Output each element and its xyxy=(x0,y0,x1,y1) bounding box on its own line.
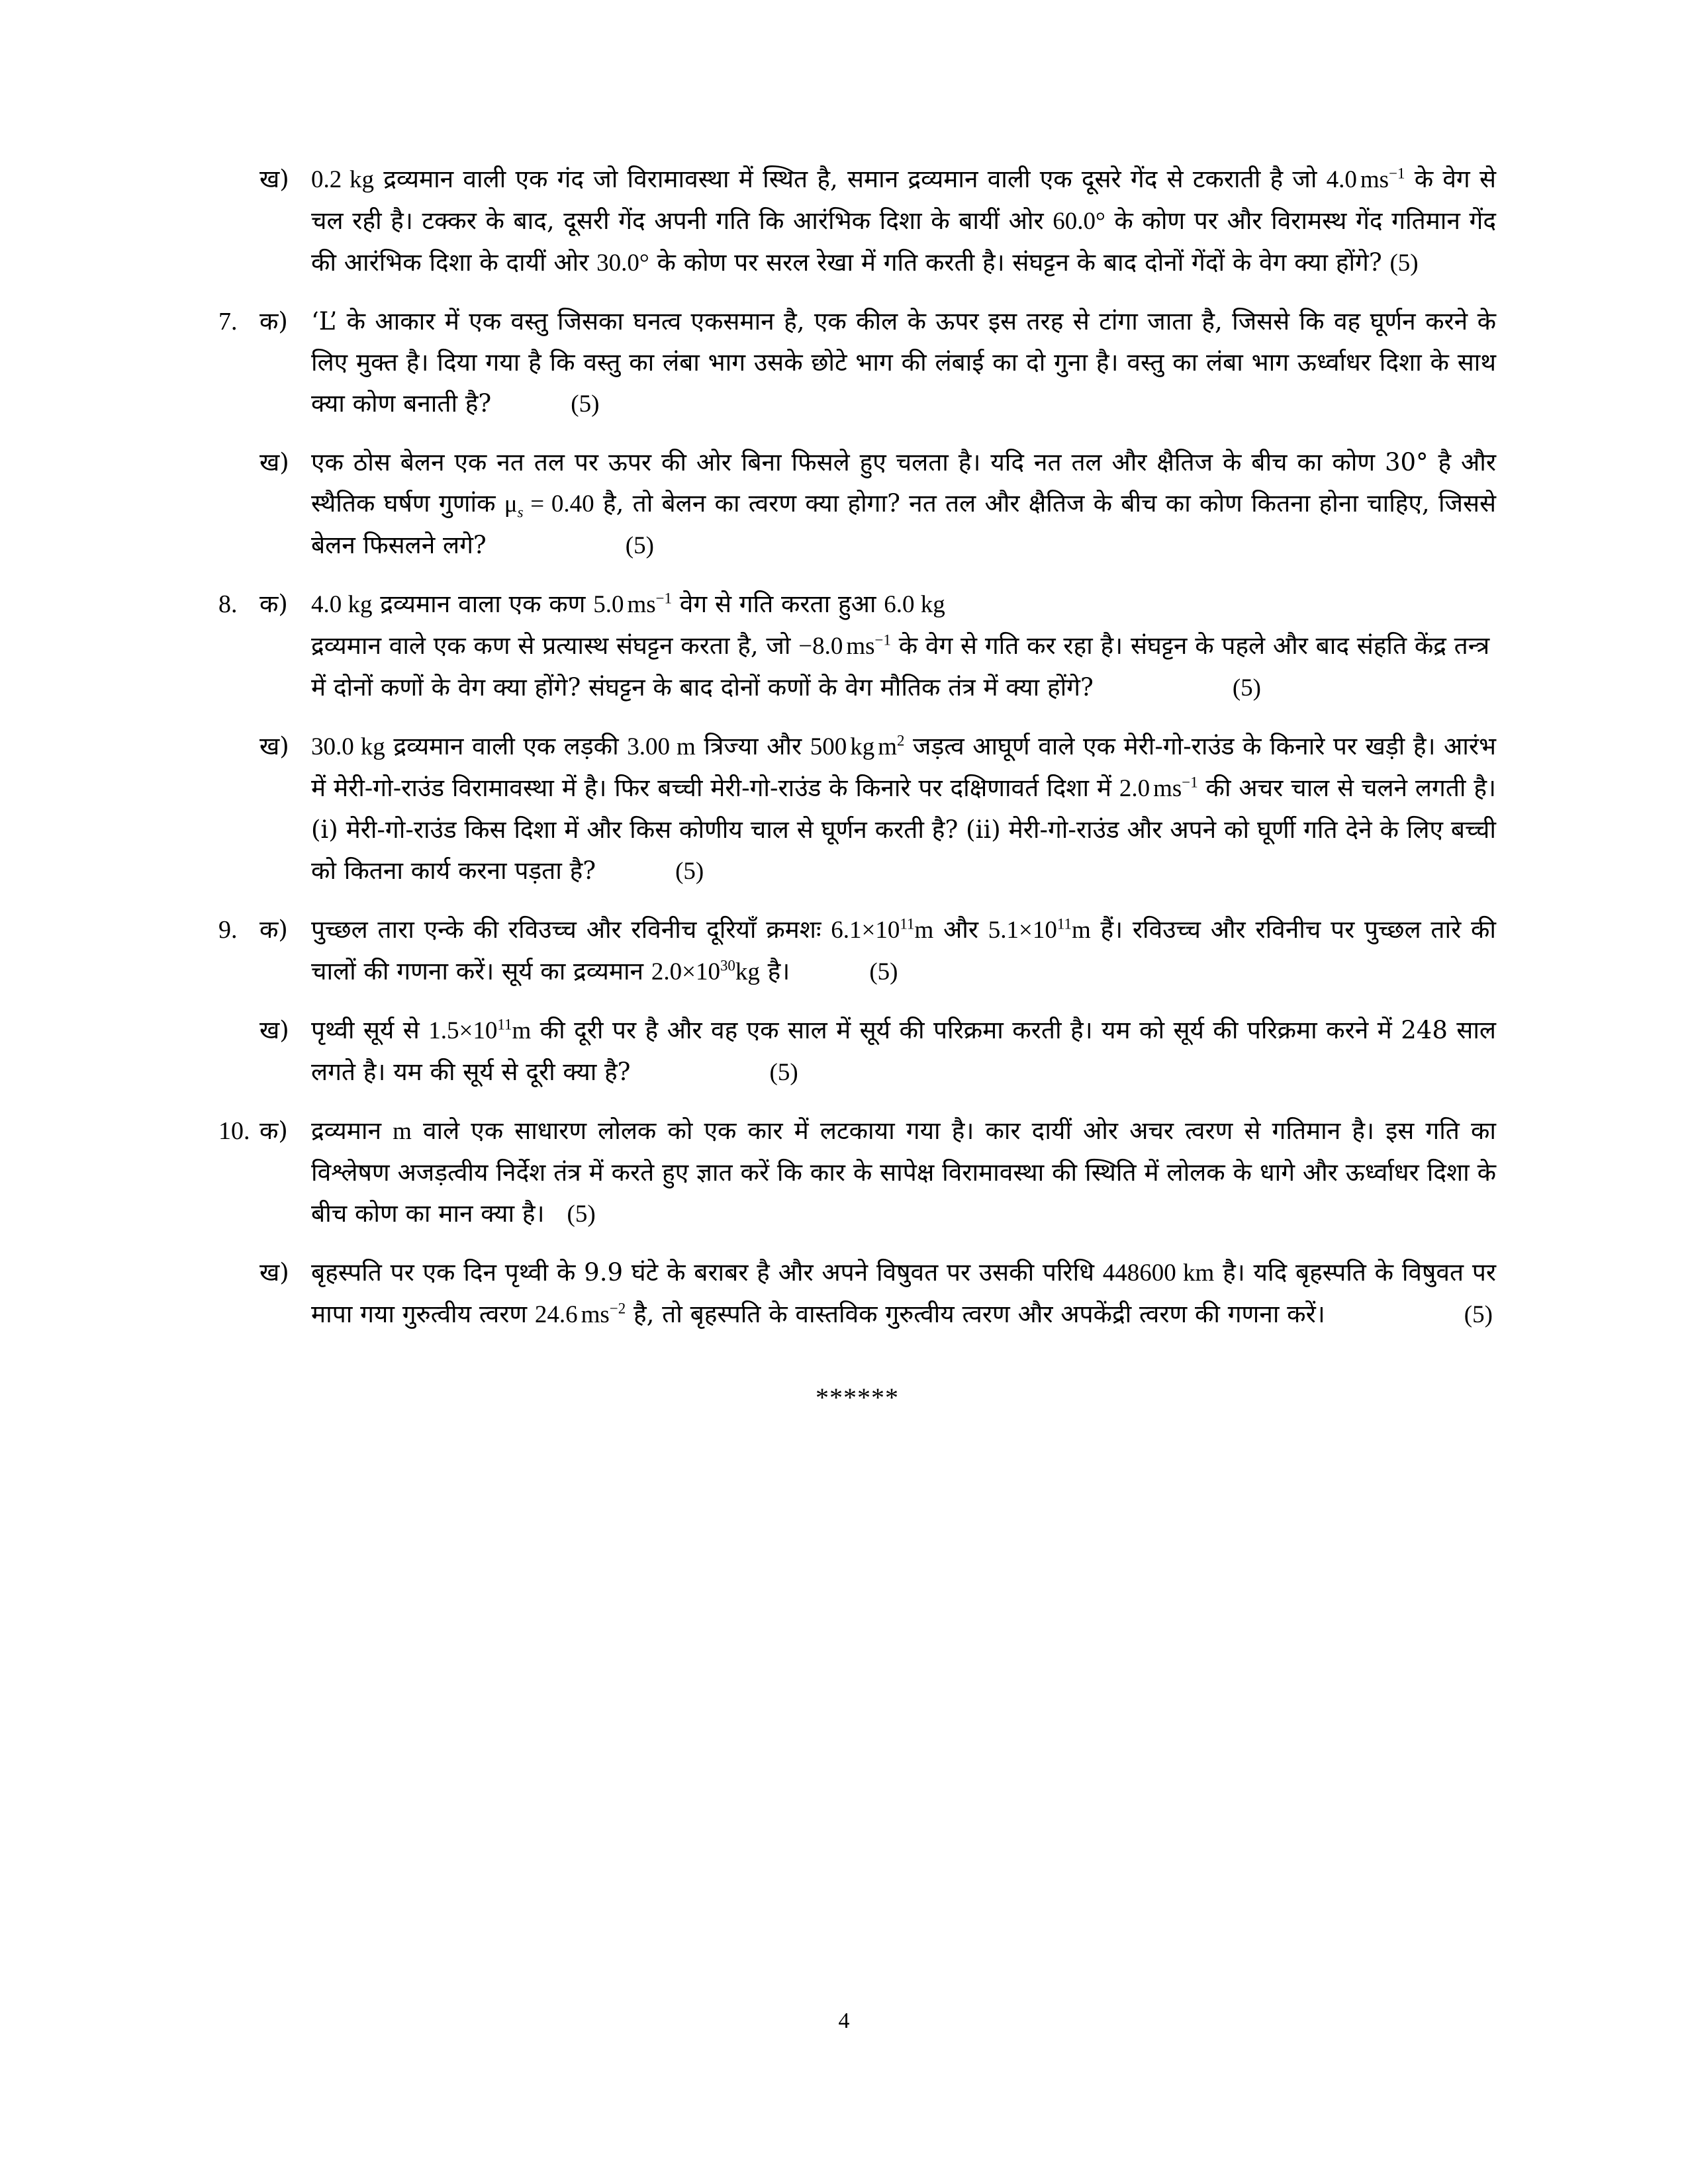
math-velocity-1: 4.0 $ms^{-1}$ xyxy=(1326,165,1405,193)
question-text-run: के वेग से चल रही है। टक्कर के बाद, दूसरी गेंद अपनी गति कि आरंभिक दिशा के बायीं ओर xyxy=(311,165,1496,235)
math-circumference: 448600 km xyxy=(1102,1259,1215,1287)
question-part-label: ख) xyxy=(259,165,289,193)
question-text-run: त्रिज्या और xyxy=(695,732,810,760)
question-text-run: के कोण पर और विरामस्थ गेंद गतिमान गेंद की आरंभिक दिशा के दायीं ओर xyxy=(311,206,1496,277)
math-mass-symbol: m xyxy=(393,1118,412,1145)
question-text-run: जड़त्व आघूर्ण वाले एक मेरी-गो-राउंड के किनारे पर खड़ी है। आरंभ में मेरी-गो-राउंड विरामावस्था में है। फिर बच्ची मेरी-गो-राउंड के किनारे पर दक्षिणावर्त दिशा में xyxy=(311,732,1497,802)
question-item xyxy=(218,301,1496,425)
question-text-run: के वेग से गति कर रहा है। संघट्टन के पहले और बाद संहति केंद्र तन्त्र में दोनों कणों के वेग क्या होंगे? संघट्टन के बाद दोनों कणों के वेग मौतिक तंत्र में क्या होंगे? xyxy=(311,631,1490,702)
math-angle-30: 30.0° xyxy=(596,250,649,277)
question-text-run: है, तो बेलन का त्वरण क्या होगा? नत तल और क्षैतिज के बीच का कोण कितना होना चाहिए, जिससे बेलन फिसलने लगे? xyxy=(311,489,1496,559)
question-part-label: ख) xyxy=(259,1016,289,1044)
question-item xyxy=(259,1252,1496,1336)
question-part-label: क) xyxy=(259,915,288,944)
question-text-run: के कोण पर सरल रेखा में गति करती है। संघट्टन के बाद दोनों गेंदों के वेग क्या होंगे? xyxy=(649,248,1390,277)
question-text xyxy=(311,909,1496,993)
math-angle-60: 60.0° xyxy=(1053,208,1105,235)
question-item xyxy=(259,726,1496,892)
marks-badge: (5) xyxy=(625,532,654,559)
question-text-run: एक ठोस बेलन एक नत तल पर ऊपर की ओर बिना फिसले हुए चलता है। यदि नत तल और क्षैतिज के बीच का कोण 30° है और स्थैतिक घर्षण गुणांक xyxy=(311,448,1496,518)
math-mass-4kg: 4.0 kg xyxy=(311,591,373,618)
question-item xyxy=(218,159,1496,284)
math-velocity-5: 5.0 $ms^{-1}$ xyxy=(593,590,673,618)
question-item xyxy=(218,909,1496,993)
question-text-run: ‘L’ के आकार में एक वस्तु जिसका घनत्व एकसमान है, एक कील के ऊपर इस तरह से टांगा जाता है, जिससे कि वह घूर्णन करने के लिए मुक्त है। दिया गया है कि वस्तु का लंबा भाग उसके छोटे भाग की लंबाई का दो गुना है। वस्तु का लंबा भाग ऊर्ध्वाधर दिशा के साथ क्या कोण बनाती है? xyxy=(311,307,1496,418)
question-text xyxy=(311,1111,1496,1235)
question-text-run: की अचर चाल से चलने लगती है। (i) मेरी-गो-राउंड किस दिशा में और किस कोणीय चाल से घूर्णन करती है? (ii) मेरी-गो-राउंड और अपने को घूर्णी गति देने के लिए बच्ची को कितना कार्य करना पड़ता है? xyxy=(311,774,1496,885)
question-text xyxy=(311,584,1496,709)
question-text-run: वाले एक साधारण लोलक को एक कार में लटकाया गया है। कार दायीं ओर अचर त्वरण से गतिमान है। इस गति का विश्लेषण अजड़त्वीय निर्देश तंत्र में करते हुए ज्ञात करें कि कार के सापेक्ष विरामावस्था की स्थिति में लोलक के धागे और ऊर्ध्वाधर दिशा के बीच कोण का मान क्या है। xyxy=(311,1116,1496,1228)
question-part-label: ख) xyxy=(259,448,289,477)
question-text xyxy=(311,1252,1496,1336)
question-text xyxy=(311,159,1496,284)
math-mass-6kg: 6.0 kg xyxy=(884,591,945,618)
math-radius-3m: 3.00 m xyxy=(627,733,696,760)
question-item xyxy=(259,442,1496,567)
question-text-run: द्रव्यमान वाले एक कण से प्रत्यास्थ संघट्टन करता है, जो xyxy=(311,631,799,660)
math-earth-sun-distance: $1.5\times 10^{11}m$ xyxy=(428,1016,532,1044)
marks-badge: (5) xyxy=(571,390,600,418)
question-text-run: पृथ्वी सूर्य से xyxy=(311,1016,429,1044)
question-part-label: क) xyxy=(259,1116,288,1145)
question-text-run: की दूरी पर है और वह एक साल में सूर्य की परिक्रमा करती है। यम को सूर्य की परिक्रमा करने में 248 साल लगते है। यम की सूर्य से दूरी क्या है? xyxy=(311,1016,1496,1086)
question-item xyxy=(218,1111,1496,1235)
question-part-label: क) xyxy=(259,307,288,336)
question-text xyxy=(311,1010,1496,1093)
math-perihelion-distance: $5.1\times 10^{11}m$ xyxy=(988,915,1091,944)
question-text-run: वेग से गति करता हुआ xyxy=(672,590,884,618)
question-number: 9. xyxy=(218,916,238,944)
question-text-run: द्रव्यमान वाली एक लड़की xyxy=(385,732,628,760)
question-part-label: ख) xyxy=(259,732,289,760)
question-number: 10. xyxy=(218,1117,250,1145)
question-text-run: है, तो बृहस्पति के वास्तविक गुरुत्वीय त्वरण और अपकेंद्री त्वरण की गणना करें। xyxy=(626,1300,1325,1328)
marks-badge: (5) xyxy=(675,858,704,885)
marks-badge: (5) xyxy=(1232,674,1262,702)
question-item xyxy=(218,584,1496,709)
question-text xyxy=(311,442,1496,567)
question-number: 8. xyxy=(218,590,238,618)
end-of-paper-marker: ****** xyxy=(816,1383,899,1412)
question-text-run: पुच्छल तारा एन्के की रविउच्च और रविनीच दूरियाँ क्रमशः xyxy=(311,915,831,944)
math-mass-30kg: 30.0 kg xyxy=(311,733,385,760)
math-velocity-neg8: −8.0 $ms^{-1}$ xyxy=(798,631,891,660)
marks-badge: (5) xyxy=(1389,250,1419,277)
math-aphelion-distance: $6.1\times 10^{11}m$ xyxy=(831,915,934,944)
question-text-run: और xyxy=(933,915,988,944)
question-text-run: है। यदि बृहस्पति के विषुवत पर मापा गया गुरुत्वीय त्वरण xyxy=(311,1258,1496,1328)
math-sun-mass: $2.0\times 10^{30}kg$ xyxy=(651,957,760,985)
math-gravity-jupiter: 24.6 $ms^{-2}$ xyxy=(534,1300,626,1328)
question-text-run: द्रव्यमान xyxy=(311,1116,393,1145)
math-friction-coefficient: $\mu_s = 0.40$ xyxy=(504,490,594,521)
marks-badge: (5) xyxy=(769,1059,798,1086)
question-list xyxy=(218,159,1496,1413)
math-moment-of-inertia: 500 kg $m^2$ xyxy=(810,732,905,760)
math-speed-2: 2.0 $ms^{-1}$ xyxy=(1119,774,1198,802)
question-text xyxy=(311,726,1496,892)
question-part-label: क) xyxy=(259,590,288,618)
question-part-label: ख) xyxy=(259,1258,289,1287)
question-item xyxy=(259,1010,1496,1093)
question-text-run: बृहस्पति पर एक दिन पृथ्वी के 9.9 घंटे के बराबर है और अपने विषुवत पर उसकी परिधि xyxy=(311,1258,1103,1287)
question-text-run: द्रव्यमान वाला एक कण xyxy=(372,590,594,618)
question-number: 7. xyxy=(218,308,238,336)
math-mass-1: 0.2 kg xyxy=(311,166,374,193)
spacer xyxy=(218,1353,1496,1359)
question-text-run: है। xyxy=(759,957,790,985)
question-text xyxy=(311,301,1496,425)
marks-badge: (5) xyxy=(869,958,898,985)
question-text-run: द्रव्यमान वाली एक गंद जो विरामावस्था में स्थित है, समान द्रव्यमान वाली एक दूसरे गेंद से टकराती है जो xyxy=(373,165,1327,193)
marks-badge: (5) xyxy=(567,1201,596,1228)
question-text-run: हैं। रविउच्च और रविनीच पर पुच्छल तारे की चालों की गणना करें। सूर्य का द्रव्यमान xyxy=(311,915,1497,985)
marks-badge: (5) xyxy=(1464,1301,1493,1328)
page-number: 4 xyxy=(838,2009,850,2033)
